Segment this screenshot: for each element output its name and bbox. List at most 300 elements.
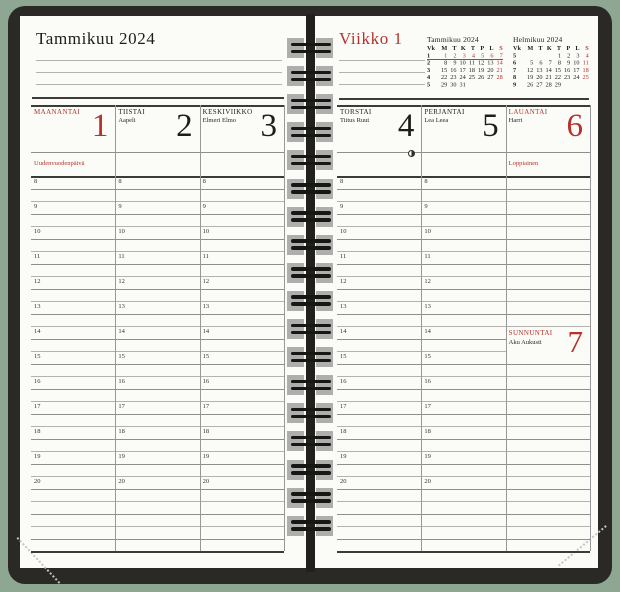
spiral-hole bbox=[287, 235, 304, 255]
hour-label: 10 bbox=[34, 228, 41, 235]
column-divider bbox=[590, 105, 591, 551]
hour-label: 9 bbox=[340, 203, 344, 210]
hour-label: 11 bbox=[340, 253, 347, 260]
mini-calendar-day-cell: 18 bbox=[468, 66, 475, 74]
mini-calendar-day-cell: 1 bbox=[557, 51, 561, 59]
spiral-wire bbox=[291, 295, 331, 299]
spiral-wire bbox=[291, 78, 331, 82]
hour-label: 16 bbox=[202, 378, 210, 385]
rule-line bbox=[31, 289, 284, 290]
mini-calendar-day-cell: 24 bbox=[459, 73, 466, 81]
rule-line bbox=[31, 105, 284, 107]
hour-label: 11 bbox=[202, 253, 209, 260]
mini-calendar-day-cell: 27 bbox=[536, 80, 543, 88]
mini-calendar-title: Tammikuu 2024 bbox=[427, 36, 479, 44]
spiral-wire bbox=[291, 387, 331, 391]
mini-calendar-week-number: 7 bbox=[513, 66, 517, 74]
mini-calendar-week-number: 2 bbox=[427, 59, 431, 66]
mini-calendar-grid bbox=[427, 45, 509, 89]
hour-label: 18 bbox=[340, 428, 347, 435]
hour-label: 10 bbox=[202, 228, 210, 235]
hour-label: 14 bbox=[118, 328, 125, 335]
day-name-label: LAUANTAI bbox=[508, 108, 548, 116]
spiral-wire bbox=[291, 499, 331, 503]
hour-label: 14 bbox=[202, 328, 210, 335]
day-name-label: PERJANTAI bbox=[424, 108, 465, 116]
hour-label: 14 bbox=[34, 328, 41, 335]
mini-calendar-week-number: 3 bbox=[427, 66, 431, 74]
rule-line bbox=[31, 401, 284, 402]
rule-line bbox=[339, 84, 425, 85]
hour-label: 13 bbox=[118, 303, 125, 310]
date-numeral: 7 bbox=[567, 324, 583, 359]
spiral-hole bbox=[287, 431, 304, 451]
spiral-wire bbox=[291, 134, 331, 138]
rule-line bbox=[337, 539, 590, 540]
hour-label: 8 bbox=[118, 178, 122, 185]
hour-label: 19 bbox=[34, 453, 41, 460]
hour-label: 12 bbox=[424, 278, 431, 285]
day-name-label: TIISTAI bbox=[118, 108, 146, 116]
spiral-wire bbox=[291, 218, 331, 222]
rule-line bbox=[337, 189, 590, 190]
rule-line bbox=[31, 514, 284, 515]
mini-calendar-day-cell: 11 bbox=[468, 59, 475, 66]
mini-calendar-day-cell: 14 bbox=[545, 66, 552, 74]
rule-line bbox=[337, 176, 590, 178]
spiral-hole bbox=[316, 375, 333, 395]
spiral-wire bbox=[291, 211, 331, 215]
rule-line bbox=[36, 84, 282, 85]
spiral-hole bbox=[287, 516, 304, 536]
nameday-label: Tiitus Ruut bbox=[340, 117, 370, 124]
hour-label: 18 bbox=[34, 428, 41, 435]
mini-calendar-day-cell: 10 bbox=[573, 59, 580, 66]
rule-line bbox=[339, 72, 425, 73]
spiral-hole bbox=[287, 319, 304, 339]
rule-line bbox=[337, 501, 590, 502]
spiral-wire bbox=[291, 464, 331, 468]
mini-calendar-day-cell: 25 bbox=[582, 73, 589, 81]
spiral-wire bbox=[291, 302, 331, 306]
hour-label: 11 bbox=[118, 253, 125, 260]
mini-calendar-title: Helmikuu 2024 bbox=[513, 36, 563, 44]
mini-calendar-day-cell: 4 bbox=[585, 51, 589, 59]
hour-label: 9 bbox=[118, 203, 122, 210]
hour-label: 13 bbox=[34, 303, 41, 310]
spiral-hole bbox=[287, 94, 304, 114]
rule-line bbox=[31, 414, 284, 415]
mini-calendar bbox=[513, 36, 595, 88]
hour-label: 11 bbox=[424, 253, 431, 260]
spiral-hole bbox=[316, 403, 333, 423]
mini-calendar-day-cell: 12 bbox=[527, 66, 534, 74]
mini-calendar-day-cell: 6 bbox=[484, 52, 493, 59]
rule-line bbox=[32, 97, 284, 99]
mini-calendar-header-cell: P bbox=[480, 44, 485, 52]
rule-line bbox=[31, 426, 284, 427]
rule-line bbox=[337, 226, 590, 227]
mini-calendar-day-cell: 2 bbox=[567, 51, 571, 59]
hour-label: 15 bbox=[202, 353, 210, 360]
hour-label: 8 bbox=[424, 178, 428, 185]
mini-calendar-header-cell: M bbox=[441, 44, 448, 52]
mini-calendar-day-cell: 18 bbox=[582, 66, 589, 74]
mini-calendar-day-cell: 28 bbox=[545, 80, 552, 88]
mini-calendar-day-cell bbox=[533, 52, 542, 59]
spiral-hole bbox=[316, 431, 333, 451]
spiral-hole bbox=[316, 291, 333, 311]
mini-calendar-day-cell: 9 bbox=[453, 59, 457, 66]
mini-calendar-header-cell: T bbox=[452, 44, 457, 52]
left-page bbox=[20, 16, 306, 568]
rule-line bbox=[337, 152, 590, 153]
hour-label: 15 bbox=[34, 353, 41, 360]
mini-calendar-day-cell: 19 bbox=[478, 66, 485, 74]
mini-calendar-day-cell: 24 bbox=[573, 73, 580, 81]
spiral-wire bbox=[291, 43, 331, 47]
hour-label: 20 bbox=[340, 478, 347, 485]
hour-label: 18 bbox=[424, 428, 431, 435]
mini-calendar-day-cell: 2 bbox=[447, 52, 456, 59]
mini-calendar-day-cell: 19 bbox=[527, 73, 534, 81]
mini-calendar-day-cell: 27 bbox=[487, 73, 494, 81]
hour-label: 10 bbox=[118, 228, 125, 235]
rule-line bbox=[337, 201, 590, 202]
rule-line bbox=[337, 301, 590, 302]
hour-label: 18 bbox=[202, 428, 210, 435]
spiral-hole bbox=[287, 122, 304, 142]
mini-calendar-header-cell: S bbox=[499, 44, 503, 52]
hour-label: 19 bbox=[118, 453, 125, 460]
hour-label: 13 bbox=[202, 303, 210, 310]
hour-label: 17 bbox=[202, 403, 210, 410]
rule-line bbox=[36, 60, 282, 61]
rule-line bbox=[31, 439, 284, 440]
mini-calendar-week-number: 1 bbox=[427, 52, 438, 59]
mini-calendar-day-cell: 8 bbox=[444, 59, 448, 66]
spiral-wire bbox=[291, 443, 331, 447]
mini-calendar-week-number: 9 bbox=[513, 80, 517, 88]
spiral-hole bbox=[316, 347, 333, 367]
spiral-wire bbox=[291, 471, 331, 475]
spiral-hole bbox=[316, 179, 333, 199]
mini-calendar-day-cell: 22 bbox=[554, 73, 561, 81]
hour-label: 8 bbox=[202, 178, 206, 185]
mini-calendar-day-cell: 21 bbox=[545, 73, 552, 81]
hour-label: 14 bbox=[340, 328, 347, 335]
spiral-wire bbox=[291, 274, 331, 278]
mini-calendar-week-number: 5 bbox=[513, 51, 517, 59]
hour-label: 10 bbox=[424, 228, 431, 235]
rule-line bbox=[31, 201, 284, 202]
mini-calendar-day-cell: 17 bbox=[459, 66, 466, 74]
mini-calendar-week-number: 4 bbox=[427, 73, 431, 81]
hour-label: 20 bbox=[424, 478, 431, 485]
mini-calendar-header-cell: M bbox=[527, 44, 534, 52]
mini-calendar-day-cell bbox=[543, 52, 552, 59]
spiral-wire bbox=[291, 50, 331, 54]
rule-line bbox=[337, 401, 590, 402]
spiral-hole bbox=[316, 488, 333, 508]
nameday-label: Aku Aukusti bbox=[508, 339, 542, 346]
mini-calendar-day-cell: 7 bbox=[494, 52, 503, 59]
mini-calendar-day-cell bbox=[494, 81, 503, 88]
spiral-wire bbox=[291, 352, 331, 356]
hour-label: 18 bbox=[118, 428, 125, 435]
rule-line bbox=[337, 426, 590, 427]
spiral-hole bbox=[287, 488, 304, 508]
rule-line bbox=[31, 464, 284, 465]
spiral-wire bbox=[291, 183, 331, 187]
rule-line bbox=[339, 98, 589, 100]
spiral-hole bbox=[316, 516, 333, 536]
mini-calendar-header-cell: Vk bbox=[513, 44, 521, 52]
rule-line bbox=[337, 264, 590, 265]
column-divider bbox=[284, 105, 285, 551]
mini-calendar-day-cell: 16 bbox=[564, 66, 571, 74]
holiday-label: Loppiainen bbox=[508, 160, 539, 167]
mini-calendar-header-cell: K bbox=[546, 44, 552, 52]
rule-line bbox=[31, 176, 284, 178]
day-name-label: TORSTAI bbox=[340, 108, 372, 116]
rule-line bbox=[31, 326, 284, 327]
hour-label: 17 bbox=[118, 403, 125, 410]
hour-label: 9 bbox=[202, 203, 206, 210]
rule-line bbox=[31, 214, 284, 215]
spiral-wire bbox=[291, 492, 331, 496]
mini-calendar-day-cell: 11 bbox=[582, 59, 589, 66]
rule-line bbox=[31, 489, 284, 490]
mini-calendar-day-cell: 23 bbox=[450, 73, 457, 81]
mini-calendar-day-cell: 5 bbox=[530, 59, 534, 66]
rule-line bbox=[337, 389, 590, 390]
spiral-wire bbox=[291, 331, 331, 335]
rule-line bbox=[31, 501, 284, 502]
rule-line bbox=[337, 514, 590, 515]
mini-calendar-day-cell: 1 bbox=[438, 52, 447, 59]
hour-label: 9 bbox=[34, 203, 38, 210]
spiral-wire bbox=[291, 415, 331, 419]
hour-label: 19 bbox=[424, 453, 431, 460]
spiral-wire bbox=[291, 527, 331, 531]
rule-line bbox=[31, 539, 284, 540]
nameday-label: Aapeli bbox=[118, 117, 136, 124]
hour-label: 12 bbox=[340, 278, 347, 285]
date-numeral: 3 bbox=[260, 108, 277, 144]
mini-calendar-day-cell: 14 bbox=[496, 59, 503, 66]
mini-calendar-day-cell bbox=[475, 81, 484, 88]
month-title: Tammikuu 2024 bbox=[36, 29, 156, 48]
mini-calendar-day-cell: 26 bbox=[478, 73, 485, 81]
hour-label: 13 bbox=[340, 303, 347, 310]
spiral-hole bbox=[287, 179, 304, 199]
hour-label: 8 bbox=[34, 178, 38, 185]
rule-line bbox=[36, 72, 282, 73]
mini-calendar-header-cell: Vk bbox=[427, 44, 435, 52]
rule-line bbox=[337, 489, 590, 490]
date-numeral: 6 bbox=[566, 108, 583, 144]
spiral-wire bbox=[291, 190, 331, 194]
spiral-hole bbox=[316, 263, 333, 283]
spiral-wire bbox=[291, 436, 331, 440]
nameday-label: Lea Leea bbox=[424, 117, 449, 124]
mini-calendar-day-cell: 9 bbox=[567, 59, 571, 66]
mini-calendar-day-cell: 15 bbox=[554, 66, 561, 74]
rule-line bbox=[337, 451, 590, 452]
mini-calendar-header-cell: T bbox=[538, 44, 543, 52]
mini-calendar-day-cell: 29 bbox=[554, 80, 561, 88]
mini-calendar-header-cell: T bbox=[556, 44, 561, 52]
column-divider bbox=[421, 105, 422, 551]
hour-label: 9 bbox=[424, 203, 428, 210]
date-numeral: 2 bbox=[176, 108, 193, 144]
mini-calendar-header-cell: K bbox=[460, 44, 466, 52]
mini-calendar-day-cell bbox=[466, 81, 475, 88]
spiral-hole bbox=[287, 403, 304, 423]
rule-line bbox=[337, 526, 590, 527]
hour-label: 15 bbox=[424, 353, 431, 360]
mini-calendar-day-cell: 3 bbox=[457, 52, 466, 59]
date-numeral: 5 bbox=[482, 108, 499, 144]
spiral-wire bbox=[291, 359, 331, 363]
spiral-wire bbox=[291, 324, 331, 328]
hour-label: 17 bbox=[34, 403, 41, 410]
day-name-label: SUNNUNTAI bbox=[508, 329, 553, 337]
spiral-hole bbox=[287, 207, 304, 227]
rule-line bbox=[31, 526, 284, 527]
date-numeral: 1 bbox=[91, 108, 109, 144]
rule-line bbox=[31, 189, 284, 190]
mini-calendar-day-cell: 31 bbox=[459, 80, 466, 88]
spiral-hole bbox=[316, 38, 333, 58]
spiral-hole bbox=[287, 150, 304, 170]
rule-line bbox=[337, 289, 590, 290]
mini-calendar-day-cell: 15 bbox=[441, 66, 448, 74]
hour-label: 8 bbox=[340, 178, 344, 185]
hour-label: 12 bbox=[202, 278, 210, 285]
mini-calendar-day-cell: 4 bbox=[466, 52, 475, 59]
hour-label: 16 bbox=[340, 378, 347, 385]
week-title: Viikko 1 bbox=[339, 29, 403, 48]
hour-label: 17 bbox=[340, 403, 347, 410]
spiral-wire bbox=[291, 267, 331, 271]
right-page bbox=[315, 16, 598, 568]
spiral-hole bbox=[316, 235, 333, 255]
mini-calendar-day-cell bbox=[561, 81, 570, 88]
rule-line bbox=[31, 239, 284, 240]
mini-calendar-day-cell bbox=[580, 81, 589, 88]
mini-calendar-day-cell bbox=[524, 52, 533, 59]
mini-calendar-day-cell: 20 bbox=[487, 66, 494, 74]
hour-label: 17 bbox=[424, 403, 431, 410]
mini-calendar-header-cell: P bbox=[566, 44, 571, 52]
spiral-wire bbox=[291, 127, 331, 131]
hour-label: 19 bbox=[202, 453, 210, 460]
hour-label: 16 bbox=[34, 378, 41, 385]
hour-label: 16 bbox=[118, 378, 125, 385]
spine-rod bbox=[306, 14, 315, 572]
date-numeral: 4 bbox=[397, 108, 415, 144]
mini-calendar-day-cell: 3 bbox=[576, 51, 580, 59]
mini-calendar-day-cell: 28 bbox=[496, 73, 503, 81]
spiral-hole bbox=[287, 291, 304, 311]
rule-line bbox=[31, 152, 284, 153]
spiral-wire bbox=[291, 162, 331, 166]
spiral-wire bbox=[291, 106, 331, 110]
spiral-wire bbox=[291, 520, 331, 524]
rule-line bbox=[31, 476, 284, 477]
spiral-hole bbox=[287, 66, 304, 86]
hour-label: 14 bbox=[424, 328, 431, 335]
rule-line bbox=[31, 551, 284, 553]
mini-calendar-day-cell: 8 bbox=[557, 59, 561, 66]
mini-calendar-day-cell: 12 bbox=[478, 59, 485, 66]
nameday-label: Elmeri Elmo bbox=[202, 117, 237, 124]
mini-calendar-day-cell: 13 bbox=[487, 59, 494, 66]
hour-label: 12 bbox=[118, 278, 125, 285]
rule-line bbox=[337, 364, 590, 365]
hour-label: 10 bbox=[340, 228, 347, 235]
mini-calendar-grid bbox=[513, 45, 595, 89]
spiral-hole bbox=[316, 94, 333, 114]
hour-label: 15 bbox=[340, 353, 347, 360]
rule-line bbox=[337, 314, 590, 315]
mini-calendar-day-cell: 29 bbox=[441, 80, 448, 88]
hour-label: 20 bbox=[202, 478, 210, 485]
rule-line bbox=[31, 451, 284, 452]
mini-calendar-header-cell: S bbox=[585, 44, 589, 52]
mini-calendar-week-number: 5 bbox=[427, 80, 431, 88]
rule-line bbox=[337, 464, 590, 465]
spiral-hole bbox=[316, 319, 333, 339]
spiral-wire bbox=[291, 408, 331, 412]
holiday-label: Uudenvuodenpäivä bbox=[34, 160, 85, 167]
hour-label: 11 bbox=[34, 253, 41, 260]
rule-line bbox=[31, 351, 284, 352]
rule-line bbox=[337, 439, 590, 440]
rule-line bbox=[337, 551, 590, 553]
mini-calendar-day-cell: 21 bbox=[496, 66, 503, 74]
mini-calendar-day-cell: 30 bbox=[450, 80, 457, 88]
mini-calendar-day-cell: 6 bbox=[539, 59, 543, 66]
mini-calendar-day-cell: 23 bbox=[564, 73, 571, 81]
hour-label: 20 bbox=[118, 478, 125, 485]
mini-calendar-header-cell: L bbox=[489, 44, 494, 52]
mini-calendar-header-cell: L bbox=[575, 44, 580, 52]
hour-label: 13 bbox=[424, 303, 431, 310]
rule-line bbox=[337, 239, 590, 240]
mini-calendar-day-cell: 7 bbox=[548, 59, 552, 66]
moon-phase-icon bbox=[408, 150, 415, 157]
spiral-wire bbox=[291, 239, 331, 243]
mini-calendar-day-cell: 17 bbox=[573, 66, 580, 74]
hour-label: 16 bbox=[424, 378, 431, 385]
rule-line bbox=[337, 476, 590, 477]
mini-calendar-day-cell: 26 bbox=[527, 80, 534, 88]
spiral-hole bbox=[316, 122, 333, 142]
rule-line bbox=[31, 314, 284, 315]
mini-calendar-day-cell: 25 bbox=[468, 73, 475, 81]
rule-line bbox=[31, 251, 284, 252]
rule-line bbox=[337, 105, 590, 107]
hour-label: 15 bbox=[118, 353, 125, 360]
mini-calendar-day-cell bbox=[570, 81, 579, 88]
spiral-wire bbox=[291, 99, 331, 103]
rule-line bbox=[31, 389, 284, 390]
spiral-hole bbox=[316, 66, 333, 86]
mini-calendar-day-cell: 5 bbox=[475, 52, 484, 59]
